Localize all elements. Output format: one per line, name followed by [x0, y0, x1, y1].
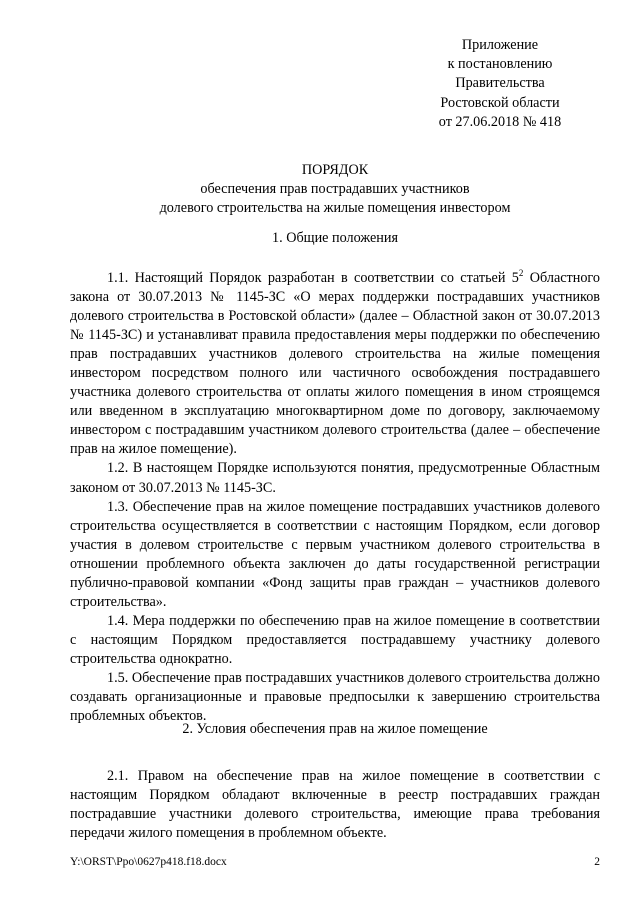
document-title: [70, 161, 600, 219]
file-path: Y:\ORST\Ppo\0627p418.f18.docx: [70, 856, 227, 868]
appendix-line: Правительства: [455, 75, 545, 92]
appendix-line: Ростовской области: [440, 94, 560, 111]
paragraph-text: Областного закона от 30.07.2013 № 1145-ЗС «О мерах поддержки пострадавших участников долевого строительства в Ростовской области» (далее – Областной закон от 30.07.2013 № 1145-ЗС) и устанавливат правила предоставления меры поддержки по обеспечению прав пострадавших участников долевого строительства на жилые помещения инвестором посредством полного или частичного освобождения пострадавшего участника долевого строительства от оплаты жилого помещения в ином строящемся или введенном в эксплуатацию многоквартирном доме по договору, заключаемому инвестором с пострадавшим участником долевого строительства (далее – обеспечение прав на жилое помещение).: [70, 270, 600, 458]
section-heading: 2. Условия обеспечения прав на жилое помещение: [182, 721, 488, 737]
paragraph: [70, 269, 600, 459]
paragraph: 1.4. Мера поддержки по обеспечению прав на жилое помещение в соответствии с настоящим Порядком предоставляется пострадавшему участнику долевого строительства однократно.: [70, 612, 600, 667]
appendix-line: от 27.06.2018 № 418: [438, 113, 562, 130]
appendix-line: Приложение: [461, 37, 539, 53]
paragraph: 1.3. Обеспечение прав на жилое помещение пострадавших участников долевого строительства осуществляется в соответствии с настоящим Порядком, если договор участия в долевом строительстве с первым участником долевого строительства в отношении проблемного объекта заключен до даты государственной регистрации публично-правовой компании «Фонд защиты прав граждан – участников долевого строительства».: [70, 498, 600, 610]
paragraph: 1.5. Обеспечение прав пострадавших участников долевого строительства должно создавать организационные и правовые предпосылки к завершению строительства проблемных объектов.: [70, 669, 600, 725]
appendix-block: [400, 36, 600, 132]
appendix-line: к постановлению: [447, 56, 553, 73]
section-1-body: [70, 269, 600, 726]
paragraph: 2.1. Правом на обеспечение прав на жилое помещение в соответствии с настоящим Порядком обладают включенные в реестр пострадавших граждан пострадавшие участники долевого строительства, имеющие права требования передачи жилого помещения в проблемном объекте.: [70, 768, 600, 842]
superscript: 2: [518, 268, 524, 278]
paragraph-text: 1.1. Настоящий Порядок разработан в соответствии со статьей 5: [107, 270, 519, 286]
title-main: ПОРЯДОК: [301, 162, 369, 178]
page-number: 2: [594, 856, 600, 868]
section-heading: 1. Общие положения: [272, 230, 398, 246]
title-subtitle-line: обеспечения прав пострадавших участников: [200, 181, 470, 198]
section-2-body: [70, 767, 600, 843]
paragraph: 1.2. В настоящем Порядке используются понятия, предусмотренные Областным законом от 30.07.2013 № 1145-ЗС.: [70, 460, 600, 496]
title-subtitle-line: долевого строительства на жилые помещения инвестором: [159, 200, 511, 217]
